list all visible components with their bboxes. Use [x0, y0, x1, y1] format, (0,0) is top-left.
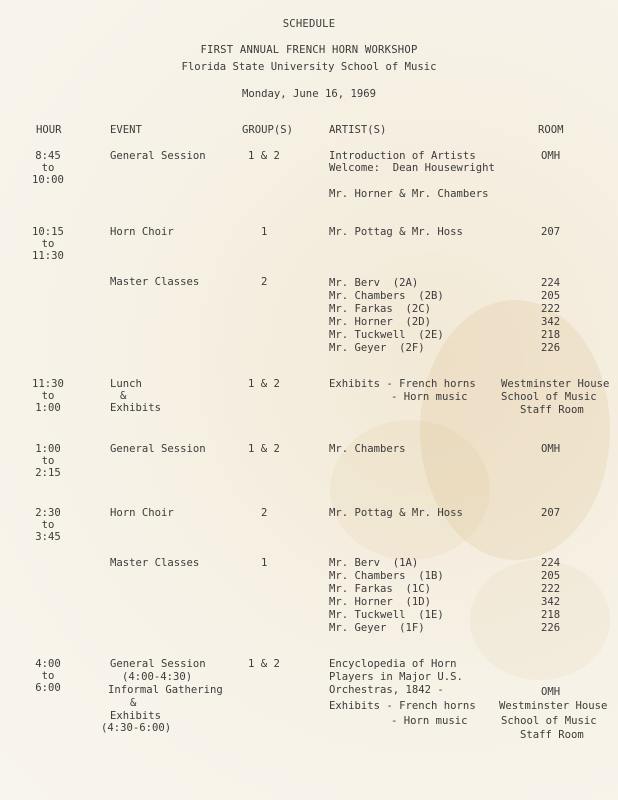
room-value: 342: [541, 316, 561, 328]
hour-to: to: [41, 670, 55, 682]
event-name: Lunch: [110, 378, 142, 390]
schedule-label: SCHEDULE: [282, 18, 336, 30]
artist-line: Mr. Geyer (1F): [329, 622, 425, 634]
group-value: 2: [261, 507, 268, 519]
hour-to: to: [41, 390, 55, 402]
artist-line: Mr. Chambers (1B): [329, 570, 444, 582]
hour-end: 3:45: [35, 531, 61, 543]
artist-line: Mr. Farkas (1C): [329, 583, 432, 595]
column-header-room: ROOM: [538, 124, 564, 136]
artist-line: Mr. Horner & Mr. Chambers: [329, 188, 489, 200]
artist-line: Orchestras, 1842 -: [329, 684, 444, 696]
hour-end: 10:00: [32, 174, 64, 186]
column-header-artists: ARTIST(S): [329, 124, 387, 136]
room-value: OMH: [541, 686, 561, 698]
room-value: School of Music: [501, 715, 597, 727]
room-value: 224: [541, 277, 561, 289]
event-name: Master Classes: [110, 276, 200, 288]
group-value: 1 & 2: [248, 658, 280, 670]
room-value: 226: [541, 342, 561, 354]
room-value: 218: [541, 609, 561, 621]
event-name: Exhibits: [110, 710, 162, 722]
column-header-event: EVENT: [110, 124, 142, 136]
room-value: 224: [541, 557, 561, 569]
event-name: Informal Gathering: [108, 684, 223, 696]
hour-start: 11:30: [32, 378, 64, 390]
room-value: OMH: [541, 150, 561, 162]
artist-line: - Horn music: [391, 715, 468, 727]
event-name: Exhibits: [110, 402, 162, 414]
hour-end: 6:00: [35, 682, 61, 694]
hour-to: to: [41, 455, 55, 467]
paper-stain: [330, 420, 490, 560]
hour-start: 8:45: [35, 150, 61, 162]
hour-start: 10:15: [32, 226, 64, 238]
group-value: 2: [261, 276, 268, 288]
event-name: Horn Choir: [110, 507, 174, 519]
room-value: 218: [541, 329, 561, 341]
hour-start: 4:00: [35, 658, 61, 670]
room-value: 205: [541, 570, 561, 582]
room-value: Westminster House: [499, 700, 608, 712]
artist-line: Mr. Chambers: [329, 443, 406, 455]
artist-line: Mr. Pottag & Mr. Hoss: [329, 226, 463, 238]
event-name: Horn Choir: [110, 226, 174, 238]
room-value: 207: [541, 226, 561, 238]
artist-line: Mr. Berv (2A): [329, 277, 419, 289]
workshop-title: FIRST ANNUAL FRENCH HORN WORKSHOP: [200, 44, 418, 56]
hour-end: 11:30: [32, 250, 64, 262]
group-value: 1 & 2: [248, 443, 280, 455]
event-name: &: [120, 390, 127, 402]
hour-to: to: [41, 162, 55, 174]
event-name: (4:00-4:30): [122, 671, 193, 683]
event-name: Master Classes: [110, 557, 200, 569]
room-value: 222: [541, 583, 561, 595]
artist-line: - Horn music: [391, 391, 468, 403]
hour-start: 2:30: [35, 507, 61, 519]
hour-end: 2:15: [35, 467, 61, 479]
event-name: (4:30-6:00): [101, 722, 172, 734]
hour-to: to: [41, 519, 55, 531]
artist-line: Mr. Farkas (2C): [329, 303, 432, 315]
room-value: 207: [541, 507, 561, 519]
room-value: OMH: [541, 443, 561, 455]
event-name: General Session: [110, 150, 206, 162]
room-value: Staff Room: [520, 404, 584, 416]
artist-line: Mr. Chambers (2B): [329, 290, 444, 302]
artist-line: Mr. Horner (1D): [329, 596, 432, 608]
schedule-date: Monday, June 16, 1969: [242, 88, 376, 100]
artist-line: Mr. Tuckwell (1E): [329, 609, 444, 621]
group-value: 1 & 2: [248, 150, 280, 162]
group-value: 1 & 2: [248, 378, 280, 390]
room-value: Westminster House: [501, 378, 610, 390]
room-value: 342: [541, 596, 561, 608]
artist-line: Exhibits - French horns: [329, 700, 476, 712]
artist-line: Mr. Geyer (2F): [329, 342, 425, 354]
artist-line: Introduction of Artists: [329, 150, 476, 162]
room-value: 222: [541, 303, 561, 315]
room-value: 205: [541, 290, 561, 302]
hour-end: 1:00: [35, 402, 61, 414]
artist-line: Players in Major U.S.: [329, 671, 463, 683]
hour-to: to: [41, 238, 55, 250]
institution-name: Florida State University School of Music: [181, 61, 437, 73]
paper-stain: [470, 560, 610, 680]
hour-start: 1:00: [35, 443, 61, 455]
room-value: 226: [541, 622, 561, 634]
event-name: General Session: [110, 658, 206, 670]
artist-line: Mr. Berv (1A): [329, 557, 419, 569]
event-name: General Session: [110, 443, 206, 455]
column-header-groups: GROUP(S): [242, 124, 294, 136]
artist-line: Welcome: Dean Housewright: [329, 162, 495, 174]
group-value: 1: [261, 226, 268, 238]
artist-line: Exhibits - French horns: [329, 378, 476, 390]
room-value: Staff Room: [520, 729, 584, 741]
room-value: School of Music: [501, 391, 597, 403]
artist-line: Encyclopedia of Horn: [329, 658, 457, 670]
column-header-hour: HOUR: [36, 124, 62, 136]
group-value: 1: [261, 557, 268, 569]
event-name: &: [130, 697, 137, 709]
artist-line: Mr. Tuckwell (2E): [329, 329, 444, 341]
artist-line: Mr. Pottag & Mr. Hoss: [329, 507, 463, 519]
artist-line: Mr. Horner (2D): [329, 316, 432, 328]
